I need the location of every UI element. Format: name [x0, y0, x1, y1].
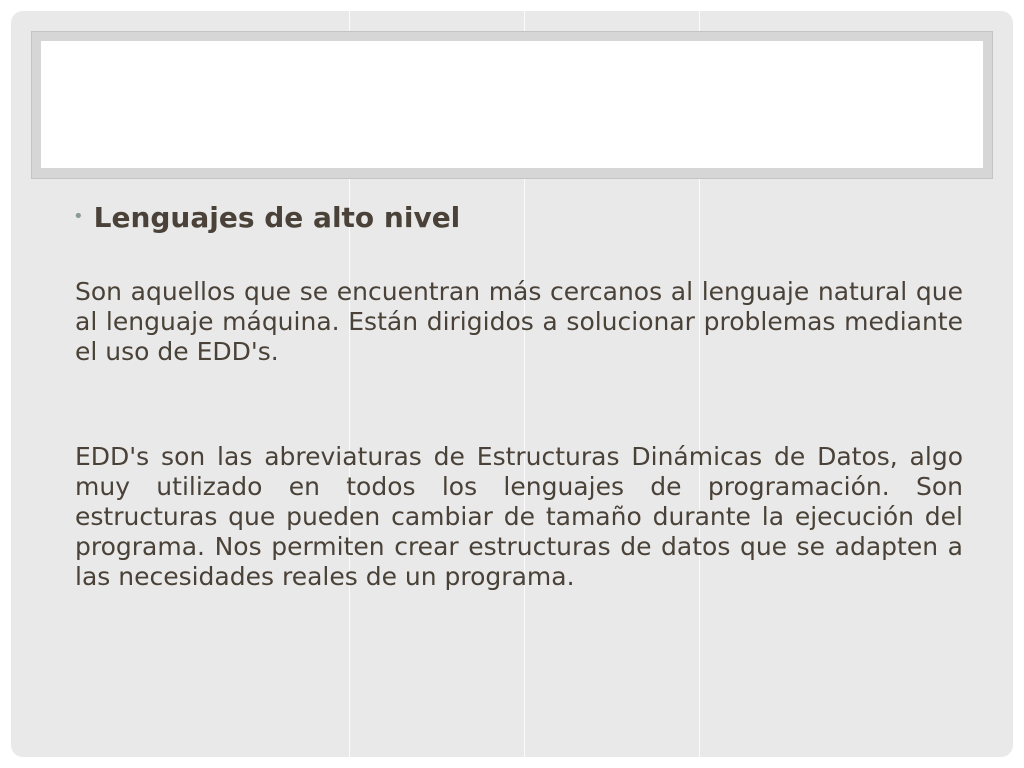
bullet-item	[73, 197, 460, 237]
paragraph-definition: Son aquellos que se encuentran más cercanos al lenguaje natural que al lenguaje máquina. Están dirigidos a solucionar problemas mediante el uso de EDD's.	[75, 277, 963, 366]
slide	[11, 11, 1013, 757]
bullet-icon: •	[73, 206, 84, 227]
paragraph-edd: EDD's son las abreviaturas de Estructuras Dinámicas de Datos, algo muy utilizado en todos los lenguajes de programación. Son estructuras que pueden cambiar de tamaño durante la ejecución del programa. Nos permiten crear estructuras de datos que se adapten a las necesidades reales de un programa.	[75, 442, 963, 591]
title-placeholder	[41, 41, 983, 168]
slide-heading: Lenguajes de alto nivel	[93, 200, 461, 234]
title-frame	[31, 31, 993, 179]
